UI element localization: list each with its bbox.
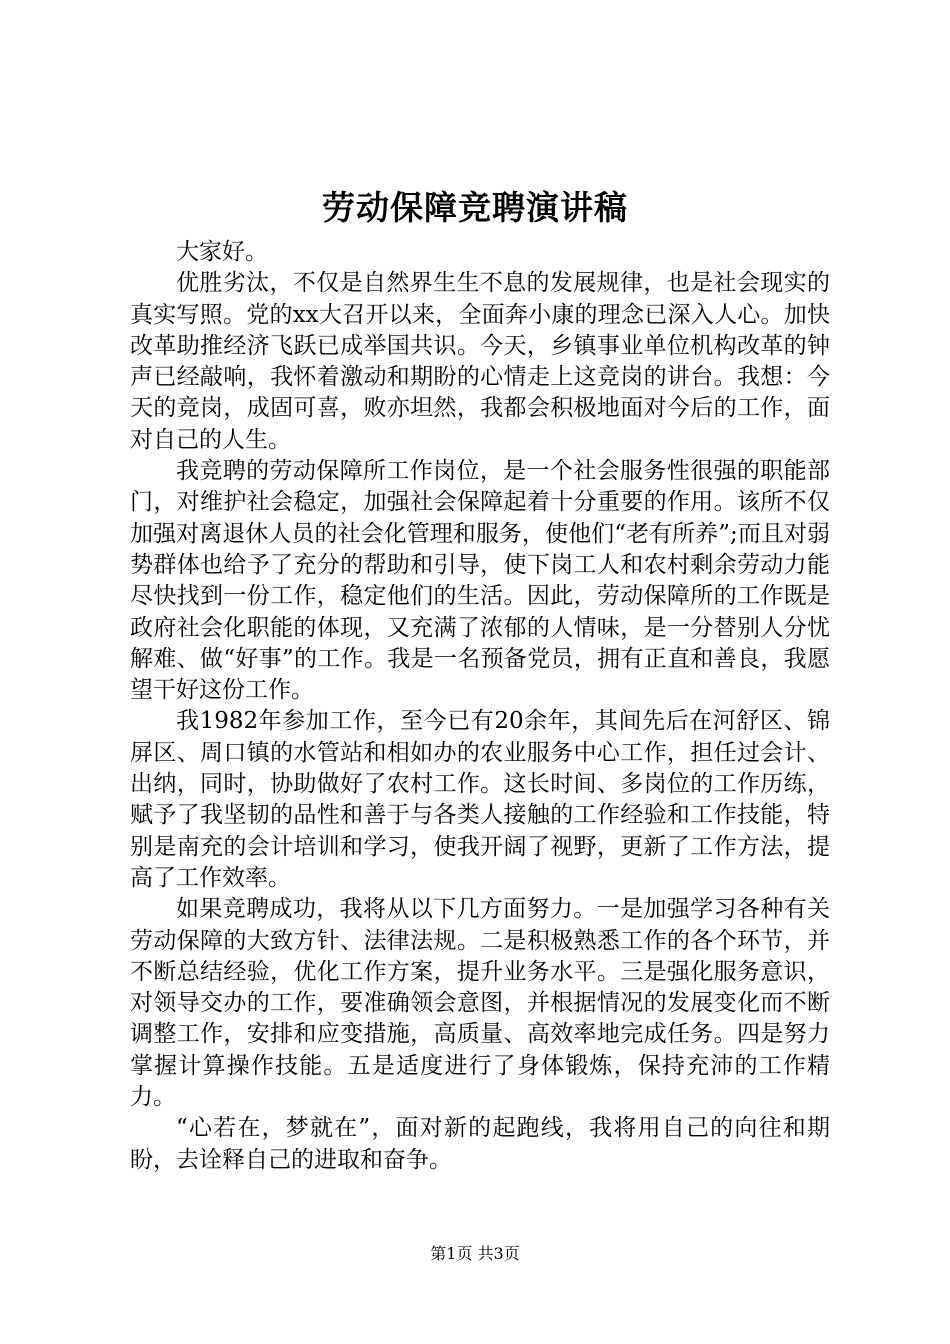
paragraph-1: 优胜劣汰，不仅是自然界生生不息的发展规律，也是社会现实的真实写照。党的xx大召开以来，全面奔小康的理念已深入人心。加快改革助推经济飞跃已成举国共识。今天，乡镇事业单位机构改革的钟声已经敲响，我怀着激动和期盼的心情走上这竞岗的讲台。我想：今天的竞岗，成固可喜，败亦坦然，我都会积极地面对今后的工作，面对自己的人生。 — [130, 270, 830, 453]
paragraph-5: “心若在，梦就在”，面对新的起跑线，我将用自己的向往和期盼，去诠释自己的进取和奋争。 — [130, 1115, 830, 1173]
paragraph-4: 如果竞聘成功，我将从以下几方面努力。一是加强学习各种有关劳动保障的大致方针、法律法规。二是积极熟悉工作的各个环节，并不断总结经验，优化工作方案，提升业务水平。三是强化服务意识，对领导交办的工作，要准确领会意图，并根据情况的发展变化而不断调整工作，安排和应变措施，高质量、高效率地完成任务。四是努力掌握计算操作技能。五是适度进行了身体锻炼，保持充沛的工作精力。 — [130, 896, 830, 1111]
paragraph-3: 我1982年参加工作，至今已有20余年，其间先后在河舒区、锦屏区、周口镇的水管站和相如办的农业服务中心工作，担任过会计、出纳，同时，协助做好了农村工作。这长时间、多岗位的工作历练，赋予了我坚韧的品性和善于与各类人接触的工作经验和工作技能，特别是南充的会计培训和学习，使我开阔了视野，更新了工作方法，提高了工作效率。 — [130, 708, 830, 891]
document-title: 劳动保障竞聘演讲稿 — [322, 188, 628, 227]
document-body — [130, 237, 830, 1176]
page-number-footer: 第1页 共3页 — [430, 1244, 520, 1263]
paragraph-greeting: 大家好。 — [176, 239, 268, 265]
paragraph-2: 我竞聘的劳动保障所工作岗位，是一个社会服务性很强的职能部门，对维护社会稳定，加强社会保障起着十分重要的作用。该所不仅加强对离退休人员的社会化管理和服务，使他们“老有所养”;而且对弱势群体也给予了充分的帮助和引导，使下岗工人和农村剩余劳动力能尽快找到一份工作，稳定他们的生活。因此，劳动保障所的工作既是政府社会化职能的体现，又充满了浓郁的人情味，是一分替别人分忧解难、做“好事”的工作。我是一名预备党员，拥有正直和善良，我愿望干好这份工作。 — [130, 458, 830, 704]
